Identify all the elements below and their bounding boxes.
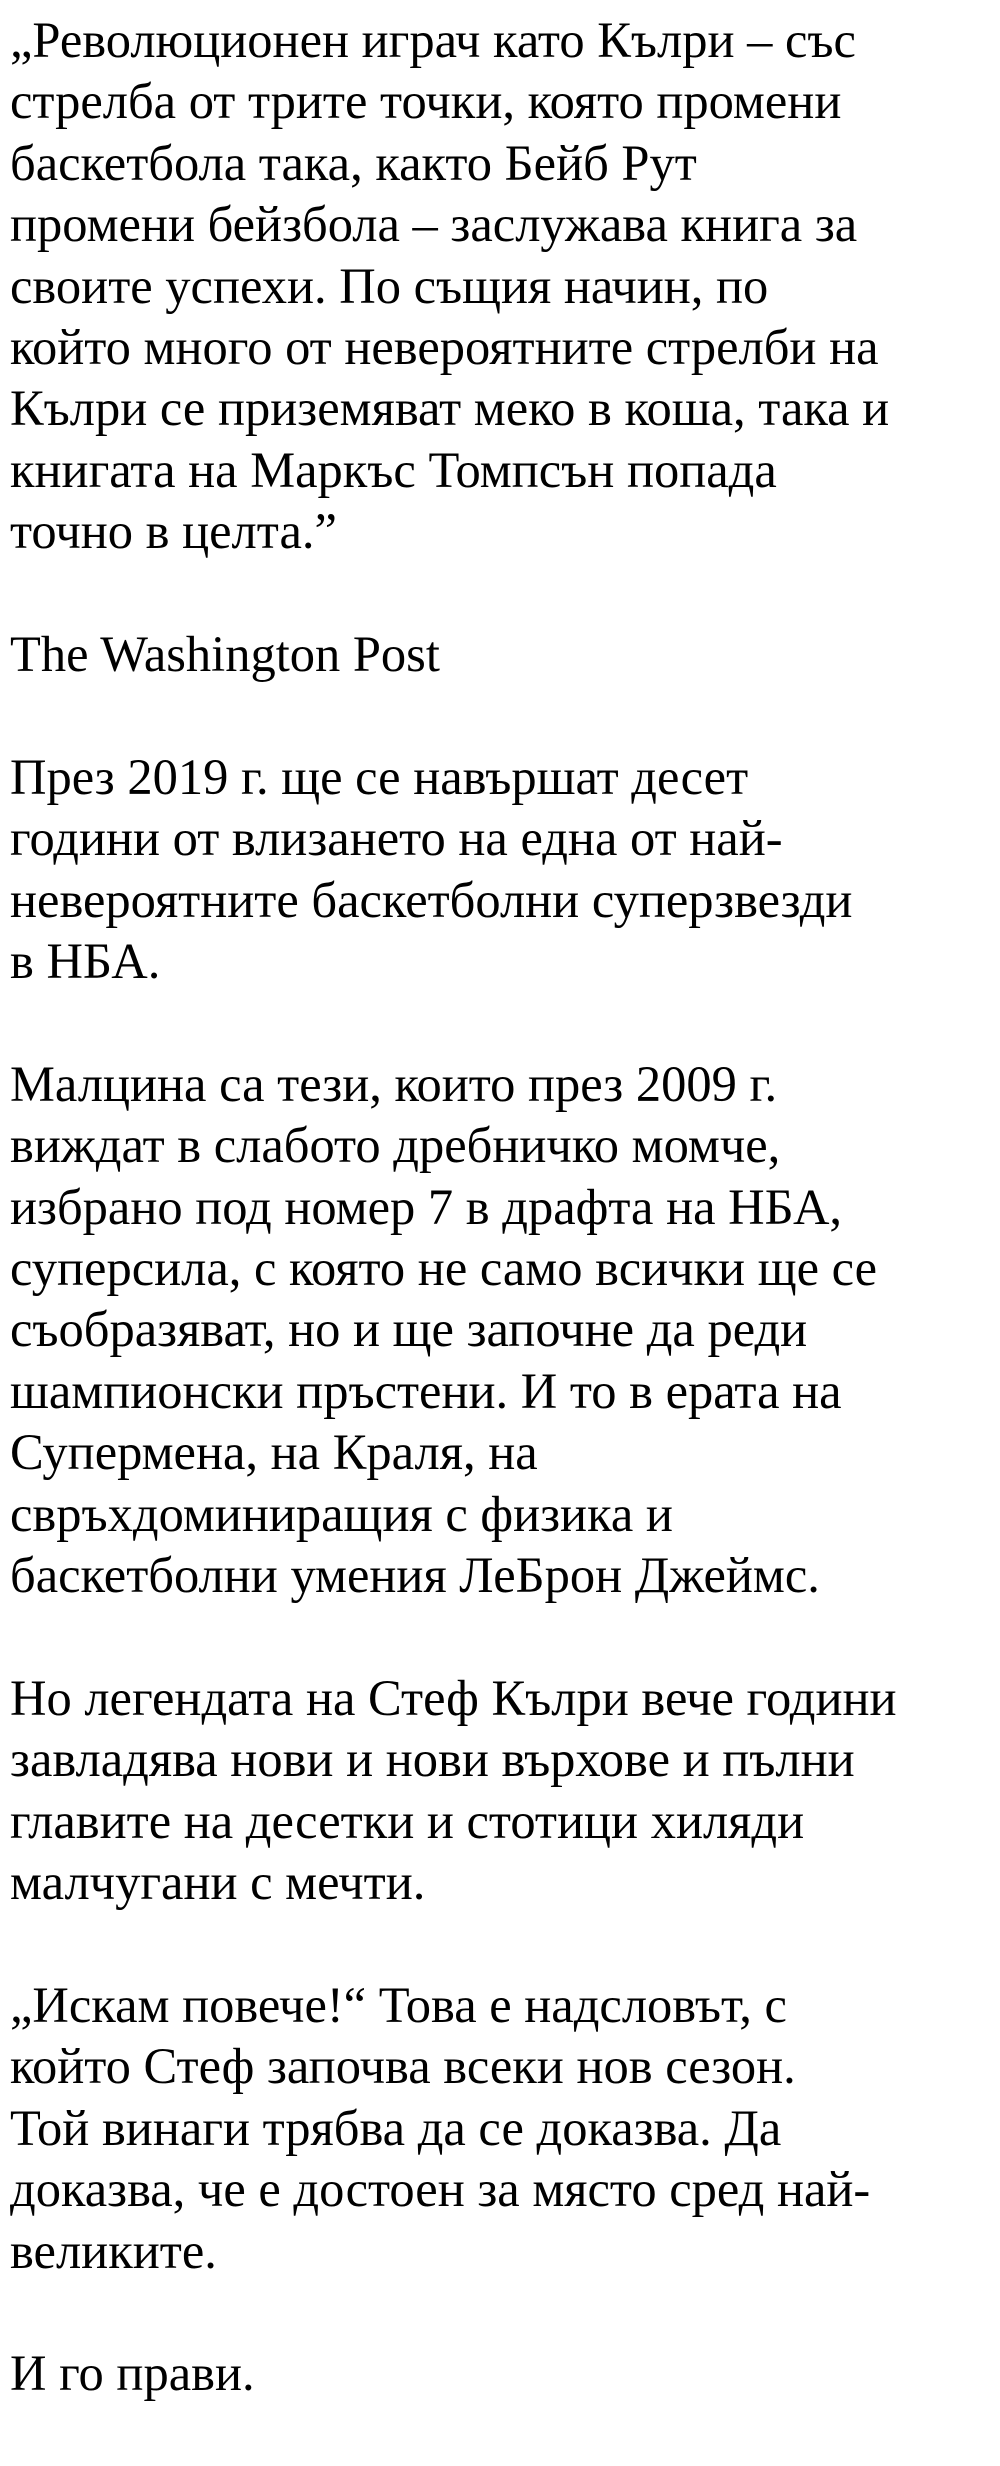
body-paragraph: Но легендата на Стеф Кълри вече години завладява нови и нови върхове и пълни главите на десетки и стотици хиляди малчугани с мечти. [10, 1669, 897, 1911]
quote-source: The Washington Post [10, 626, 440, 683]
review-quote: „Революционен играч като Кълри – със стрелба от трите точки, която промени баскетбола така, както Бейб Рут промени бейзбола – заслужава книга за своите успехи. По същия начин, по който много от невероятните стрелби на Кълри се приземяват меко в коша, така и книгата на Маркъс Томпсън попада точно в целта.” [10, 12, 890, 560]
document-page [10, 10, 995, 2466]
body-paragraph: През 2019 г. ще се навършат десет години от влизането на една от най- невероятните баскетболни суперзвезди в НБА. [10, 748, 853, 990]
body-paragraph: „Искам повече!“ Това е надсловът, с който Стеф започва всеки нов сезон. Той винаги трябва да се доказва. Да доказва, че е достоен за място сред най- великите. [10, 1976, 871, 2279]
body-paragraph: Малцина са тези, които през 2009 г. виждат в слабото дребничко момче, избрано под номер 7 в драфта на НБА, суперсила, с която не само всички ще се съобразяват, но и ще започне да реди шампионски пръстени. И то в ерата на Супермена, на Краля, на свръхдоминиращия с физика и баскетболни умения ЛеБрон Джеймс. [10, 1055, 878, 1604]
closing-paragraph: И го прави. [10, 2345, 255, 2402]
